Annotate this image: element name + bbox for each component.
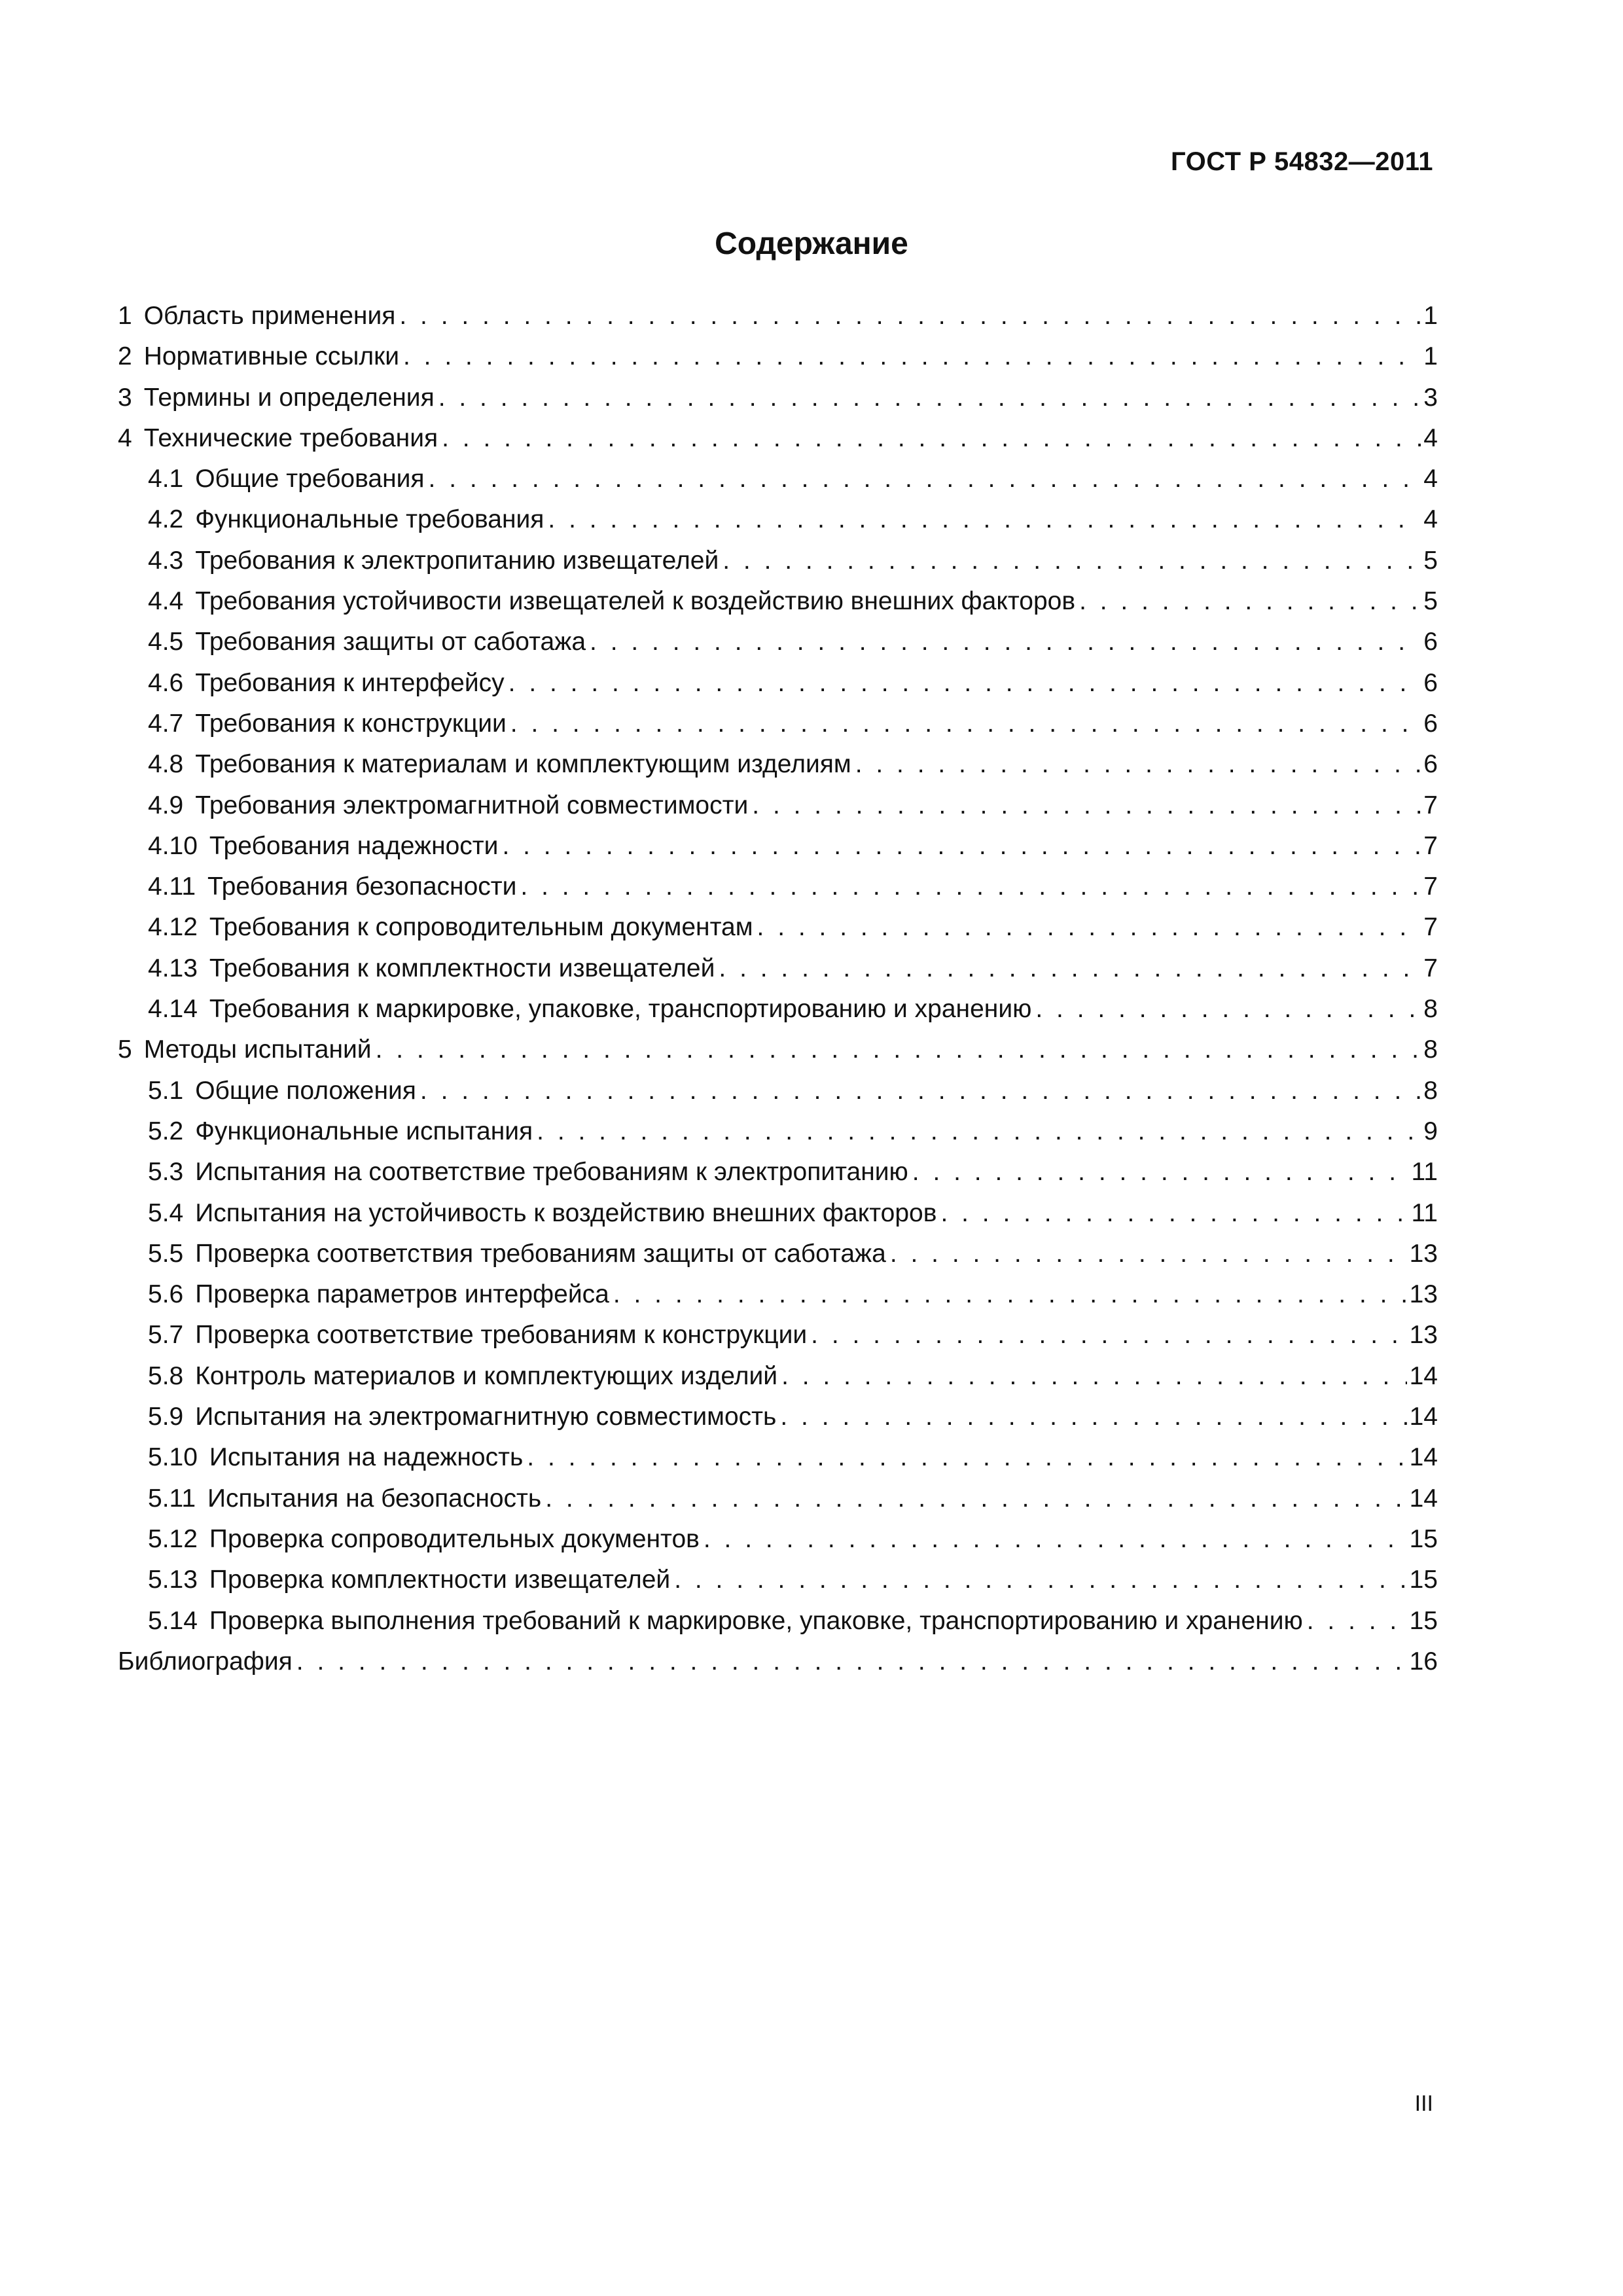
document-code: ГОСТ Р 54832—2011 [1171,147,1433,176]
toc-entry[interactable] [118,1193,1438,1234]
toc-entry-number: 5.7 [148,1321,184,1350]
toc-entry-label: Функциональные испытания [195,1117,533,1145]
toc-entry-label: Общие требования [195,465,425,493]
toc-entry-page: 14 [1409,1484,1438,1513]
toc-entry-page: 6 [1423,628,1438,656]
toc-entry-label: Испытания на надежность [209,1443,524,1472]
toc-entry-number: 2 [118,342,132,371]
toc-entry-number: 4.10 [148,831,198,860]
dot-leader [722,541,1421,581]
toc-entry[interactable] [118,1152,1438,1193]
toc-entry[interactable] [118,581,1438,622]
toc-entry[interactable] [118,622,1438,662]
toc-entry[interactable] [118,867,1438,907]
toc-entry-page: 15 [1409,1566,1438,1594]
toc-entry-label: Требования защиты от саботажа [195,628,586,656]
toc-entry-number: 1 [118,302,132,330]
toc-entry-page: 11 [1411,1158,1438,1187]
toc-entry-page: 5 [1423,546,1438,575]
dot-leader [940,1193,1408,1234]
toc-entry-number: 4.1 [148,465,184,493]
toc-entry-page: 14 [1409,1443,1438,1472]
toc-entry[interactable] [118,1601,1438,1641]
dot-leader [429,459,1421,499]
toc-entry-page: 6 [1423,668,1438,697]
toc-entry-number: 4.11 [148,872,196,901]
toc-entry-number: 4.2 [148,505,184,534]
toc-entry-page: 6 [1423,750,1438,779]
dot-leader [527,1437,1406,1478]
dot-leader [508,663,1421,704]
dot-leader [296,1641,1407,1682]
toc-entry-label: Функциональные требования [195,505,544,534]
toc-entry-number: 5.2 [148,1117,184,1145]
toc-entry-label: Общие положения [195,1076,416,1105]
toc-entry-page: 11 [1411,1198,1438,1227]
dot-leader [545,1479,1406,1519]
toc-entry-number: 5.6 [148,1280,184,1309]
toc-entry-number: 4.8 [148,750,184,779]
toc-entry-number: 4.13 [148,954,198,982]
dot-leader [438,378,1421,418]
toc-entry-label: Проверка соответствия требованиям защиты от саботажа [195,1239,886,1268]
dot-leader [780,1397,1406,1437]
toc-entry-number: 5.8 [148,1361,184,1390]
toc-entry[interactable] [118,378,1438,418]
toc-entry-label: Испытания на электромагнитную совместимость [195,1403,777,1431]
toc-entry[interactable] [118,907,1438,948]
toc-entry-label: Проверка сопроводительных документов [209,1524,700,1553]
toc-entry-number: 5.3 [148,1158,184,1187]
toc-entry-number: 5.4 [148,1198,184,1227]
toc-entry-number: 4.3 [148,546,184,575]
toc-entry-number: 5.12 [148,1524,198,1553]
toc-entry[interactable] [118,1111,1438,1152]
toc-entry[interactable] [118,1356,1438,1397]
toc-entry-page: 7 [1423,831,1438,860]
toc-entry[interactable] [118,663,1438,704]
toc-entry-page: 6 [1423,709,1438,738]
dot-leader [811,1315,1406,1355]
toc-entry[interactable] [118,1030,1438,1070]
toc-entry-number: 5.5 [148,1239,184,1268]
dot-leader [376,1030,1421,1070]
toc-entry[interactable] [118,1315,1438,1355]
toc-entry[interactable] [118,1641,1438,1682]
toc-entry-label: Термины и определения [143,383,435,412]
toc-entry-label: Требования к электропитанию извещателей [195,546,719,575]
toc-entry-page: 7 [1423,872,1438,901]
toc-entry-number: 5.1 [148,1076,184,1105]
toc-entry[interactable] [118,785,1438,826]
page-number: III [1414,2091,1433,2116]
toc-entry-page: 9 [1423,1117,1438,1145]
toc-entry-page: 7 [1423,913,1438,942]
dot-leader [1079,581,1421,622]
toc-entry[interactable] [118,418,1438,459]
toc-entry[interactable] [118,459,1438,499]
dot-leader [890,1234,1407,1274]
toc-entry-label: Требования безопасности [207,872,517,901]
toc-entry-number: 4.9 [148,791,184,819]
dot-leader [855,744,1421,785]
dot-leader [548,499,1421,540]
toc-entry-page: 15 [1409,1606,1438,1635]
toc-entry[interactable] [118,948,1438,989]
toc-entry-page: 3 [1423,383,1438,412]
toc-entry-number: 4.6 [148,668,184,697]
toc-entry-number: 5.10 [148,1443,198,1472]
toc-entry[interactable] [118,1479,1438,1519]
toc-entry-label: Требования электромагнитной совместимости [195,791,749,819]
toc-entry-page: 7 [1423,791,1438,819]
toc-entry-label: Требования к маркировке, упаковке, транспортированию и хранению [209,995,1032,1024]
dot-leader [399,296,1421,336]
dot-leader [613,1274,1407,1315]
toc-entry-page: 8 [1423,995,1438,1024]
dot-leader [1307,1601,1407,1641]
dot-leader [420,1071,1421,1111]
toc-entry[interactable] [118,744,1438,785]
toc-entry-label: Требования к комплектности извещателей [209,954,715,982]
toc-entry-page: 7 [1423,954,1438,982]
toc-entry[interactable] [118,1071,1438,1111]
toc-entry-label: Библиография [118,1647,293,1676]
toc-entry-number: 4 [118,423,132,452]
toc-entry-number: 4.4 [148,587,184,616]
toc-entry-label: Требования к сопроводительным документам [209,913,753,942]
toc-entry-label: Требования к конструкции [195,709,507,738]
dot-leader [674,1560,1406,1600]
toc-title: Содержание [715,226,908,261]
toc-entry-number: 4.14 [148,995,198,1024]
toc-entry-label: Требования устойчивости извещателей к воздействию внешних факторов [195,587,1076,616]
toc-entry-number: 4.12 [148,913,198,942]
toc-entry-label: Требования к интерфейсу [195,668,505,697]
dot-leader [757,907,1421,948]
dot-leader [781,1356,1407,1397]
toc-entry[interactable] [118,541,1438,581]
toc-entry[interactable] [118,296,1438,336]
toc-entry-number: 3 [118,383,132,412]
toc-entry-page: 4 [1423,465,1438,493]
toc-entry[interactable] [118,1560,1438,1600]
toc-entry-label: Контроль материалов и комплектующих изделий [195,1361,778,1390]
dot-leader [537,1111,1421,1152]
dot-leader [502,826,1421,867]
toc-entry-number: 4.7 [148,709,184,738]
toc-entry-number: 5.11 [148,1484,196,1513]
toc-entry[interactable] [118,704,1438,744]
toc-entry-page: 13 [1409,1239,1438,1268]
dot-leader [704,1519,1407,1560]
dot-leader [1035,989,1421,1030]
toc-entry-label: Проверка параметров интерфейса [195,1280,609,1309]
toc-entry-page: 8 [1423,1076,1438,1105]
toc-entry-page: 1 [1423,302,1438,330]
toc-entry[interactable] [118,826,1438,867]
dot-leader [442,418,1421,459]
toc-entry-page: 14 [1409,1403,1438,1431]
toc-entry[interactable] [118,1397,1438,1437]
toc-entry-label: Область применения [143,302,396,330]
toc-entry[interactable] [118,989,1438,1030]
toc-entry-label: Требования к материалам и комплектующим изделиям [195,750,851,779]
toc-entry-label: Технические требования [143,423,438,452]
toc-entry-label: Проверка комплектности извещателей [209,1566,671,1594]
toc-entry-page: 4 [1423,423,1438,452]
toc-entry-number: 5.13 [148,1566,198,1594]
table-of-contents [118,296,1438,1682]
toc-entry-page: 13 [1409,1321,1438,1350]
dot-leader [520,867,1421,907]
toc-entry-number: 4.5 [148,628,184,656]
dot-leader [403,336,1421,377]
dot-leader [510,704,1421,744]
toc-entry-number: 5.14 [148,1606,198,1635]
toc-entry-number: 5.9 [148,1403,184,1431]
dot-leader [912,1152,1409,1193]
toc-entry-label: Требования надежности [209,831,499,860]
toc-entry[interactable] [118,1274,1438,1315]
toc-entry-label: Проверка выполнения требований к маркировке, упаковке, транспортированию и хранению [209,1606,1303,1635]
toc-entry-page: 16 [1409,1647,1438,1676]
toc-entry-page: 15 [1409,1524,1438,1553]
toc-entry-label: Испытания на соответствие требованиям к электропитанию [195,1158,908,1187]
toc-entry-page: 5 [1423,587,1438,616]
toc-entry-label: Испытания на устойчивость к воздействию внешних факторов [195,1198,937,1227]
toc-entry-label: Испытания на безопасность [207,1484,542,1513]
dot-leader [719,948,1421,989]
dot-leader [752,785,1421,826]
toc-entry[interactable] [118,1437,1438,1478]
toc-entry-label: Проверка соответствие требованиям к конструкции [195,1321,808,1350]
toc-entry[interactable] [118,1519,1438,1560]
toc-entry-page: 14 [1409,1361,1438,1390]
toc-entry[interactable] [118,1234,1438,1274]
toc-entry-page: 4 [1423,505,1438,534]
toc-entry-label: Методы испытаний [143,1035,372,1064]
toc-entry-page: 13 [1409,1280,1438,1309]
toc-entry-label: Нормативные ссылки [143,342,399,371]
toc-entry[interactable] [118,336,1438,377]
toc-entry-page: 1 [1423,342,1438,371]
toc-entry-number: 5 [118,1035,132,1064]
toc-entry[interactable] [118,499,1438,540]
dot-leader [590,622,1421,662]
toc-entry-page: 8 [1423,1035,1438,1064]
